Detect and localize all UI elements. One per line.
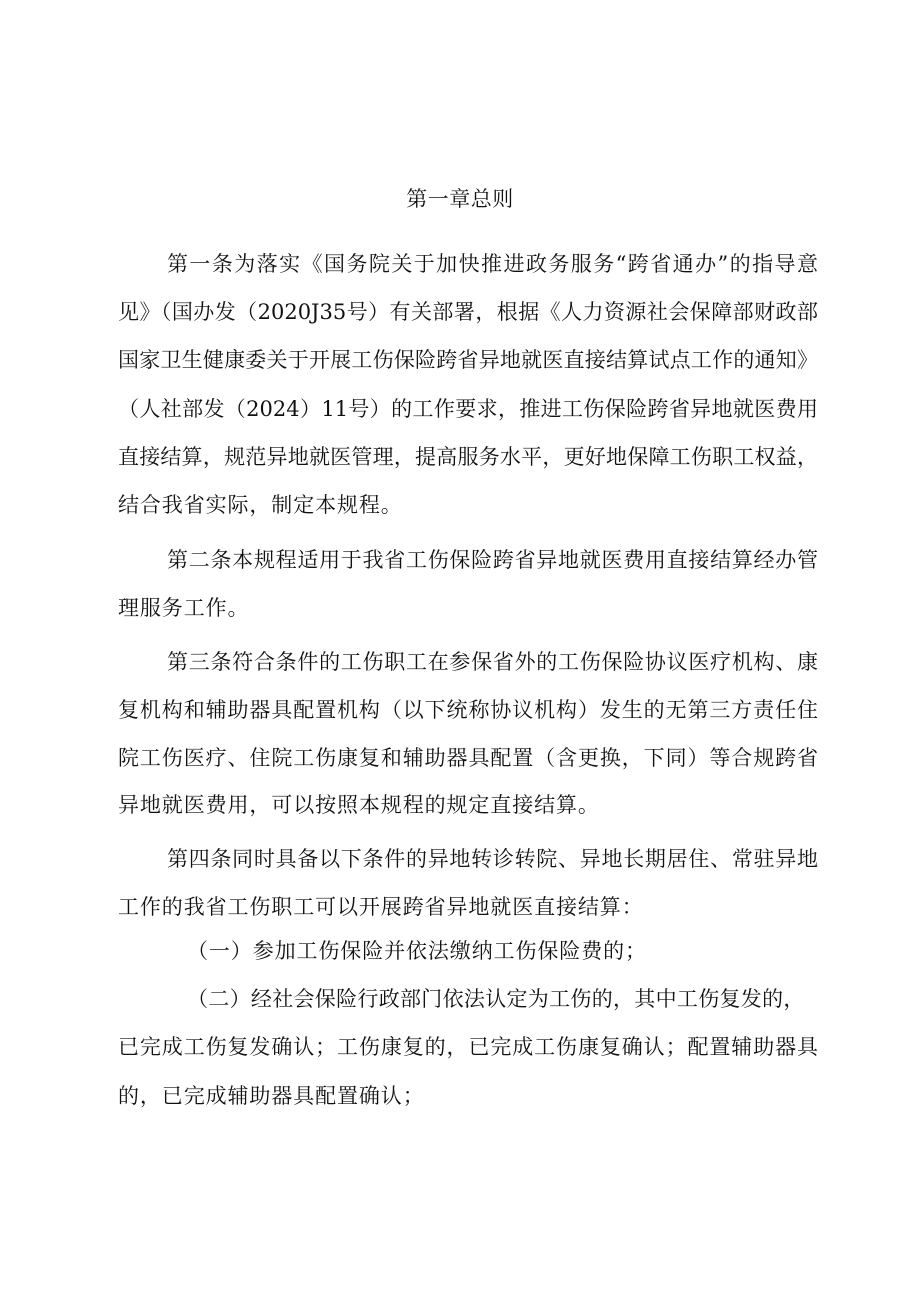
article-3-line-1: 第三条符合条件的工伤职工在参保省外的工伤保险协议医疗机构、康	[167, 650, 818, 674]
article-1-line-1: 第一条为落实《国务院关于加快推进政务服务“跨省通办”的指导意	[167, 252, 818, 276]
article-1-line-6: 结合我省实际，制定本规程。	[118, 493, 403, 517]
article-4-item-2-line-2: 已完成工伤复发确认；工伤康复的，已完成工伤康复确认；配置辅助器具	[118, 1035, 818, 1059]
article-4-item-1: （一）参加工伤保险并依法缴纳工伤保险费的；	[187, 939, 647, 963]
article-1-line-5: 直接结算，规范异地就医管理，提高服务水平，更好地保障工伤职工权益，	[118, 445, 818, 469]
article-3-line-4: 异地就医费用，可以按照本规程的规定直接结算。	[118, 793, 600, 817]
article-3-line-2: 复机构和辅助器具配置机构（以下统称协议机构）发生的无第三方责任住	[118, 698, 818, 722]
article-1-line-3: 国家卫生健康委关于开展工伤保险跨省异地就医直接结算试点工作的通知》	[118, 348, 818, 372]
article-4-line-1: 第四条同时具备以下条件的异地转诊转院、异地长期居住、常驻异地	[167, 847, 818, 871]
article-1-line-4: （人社部发（2024）11号）的工作要求，推进工伤保险跨省异地就医费用	[118, 397, 818, 421]
article-4-item-2-line-3: 的，已完成辅助器具配置确认；	[118, 1084, 425, 1108]
article-4-line-2: 工作的我省工伤职工可以开展跨省异地就医直接结算：	[118, 895, 644, 919]
article-2-line-2: 理服务工作。	[118, 596, 250, 620]
article-1-line-2: 见》（国办发（2020J35号）有关部署，根据《人力资源社会保障部财政部	[118, 300, 818, 324]
article-4-item-2-line-1: （二）经社会保险行政部门依法认定为工伤的，其中工伤复发的，	[187, 987, 805, 1011]
chapter-title: 第一章总则	[406, 187, 514, 211]
article-2-line-1: 第二条本规程适用于我省工伤保险跨省异地就医费用直接结算经办管	[167, 548, 818, 572]
article-3-line-3: 院工伤医疗、住院工伤康复和辅助器具配置（含更换，下同）等合规跨省	[118, 746, 818, 770]
